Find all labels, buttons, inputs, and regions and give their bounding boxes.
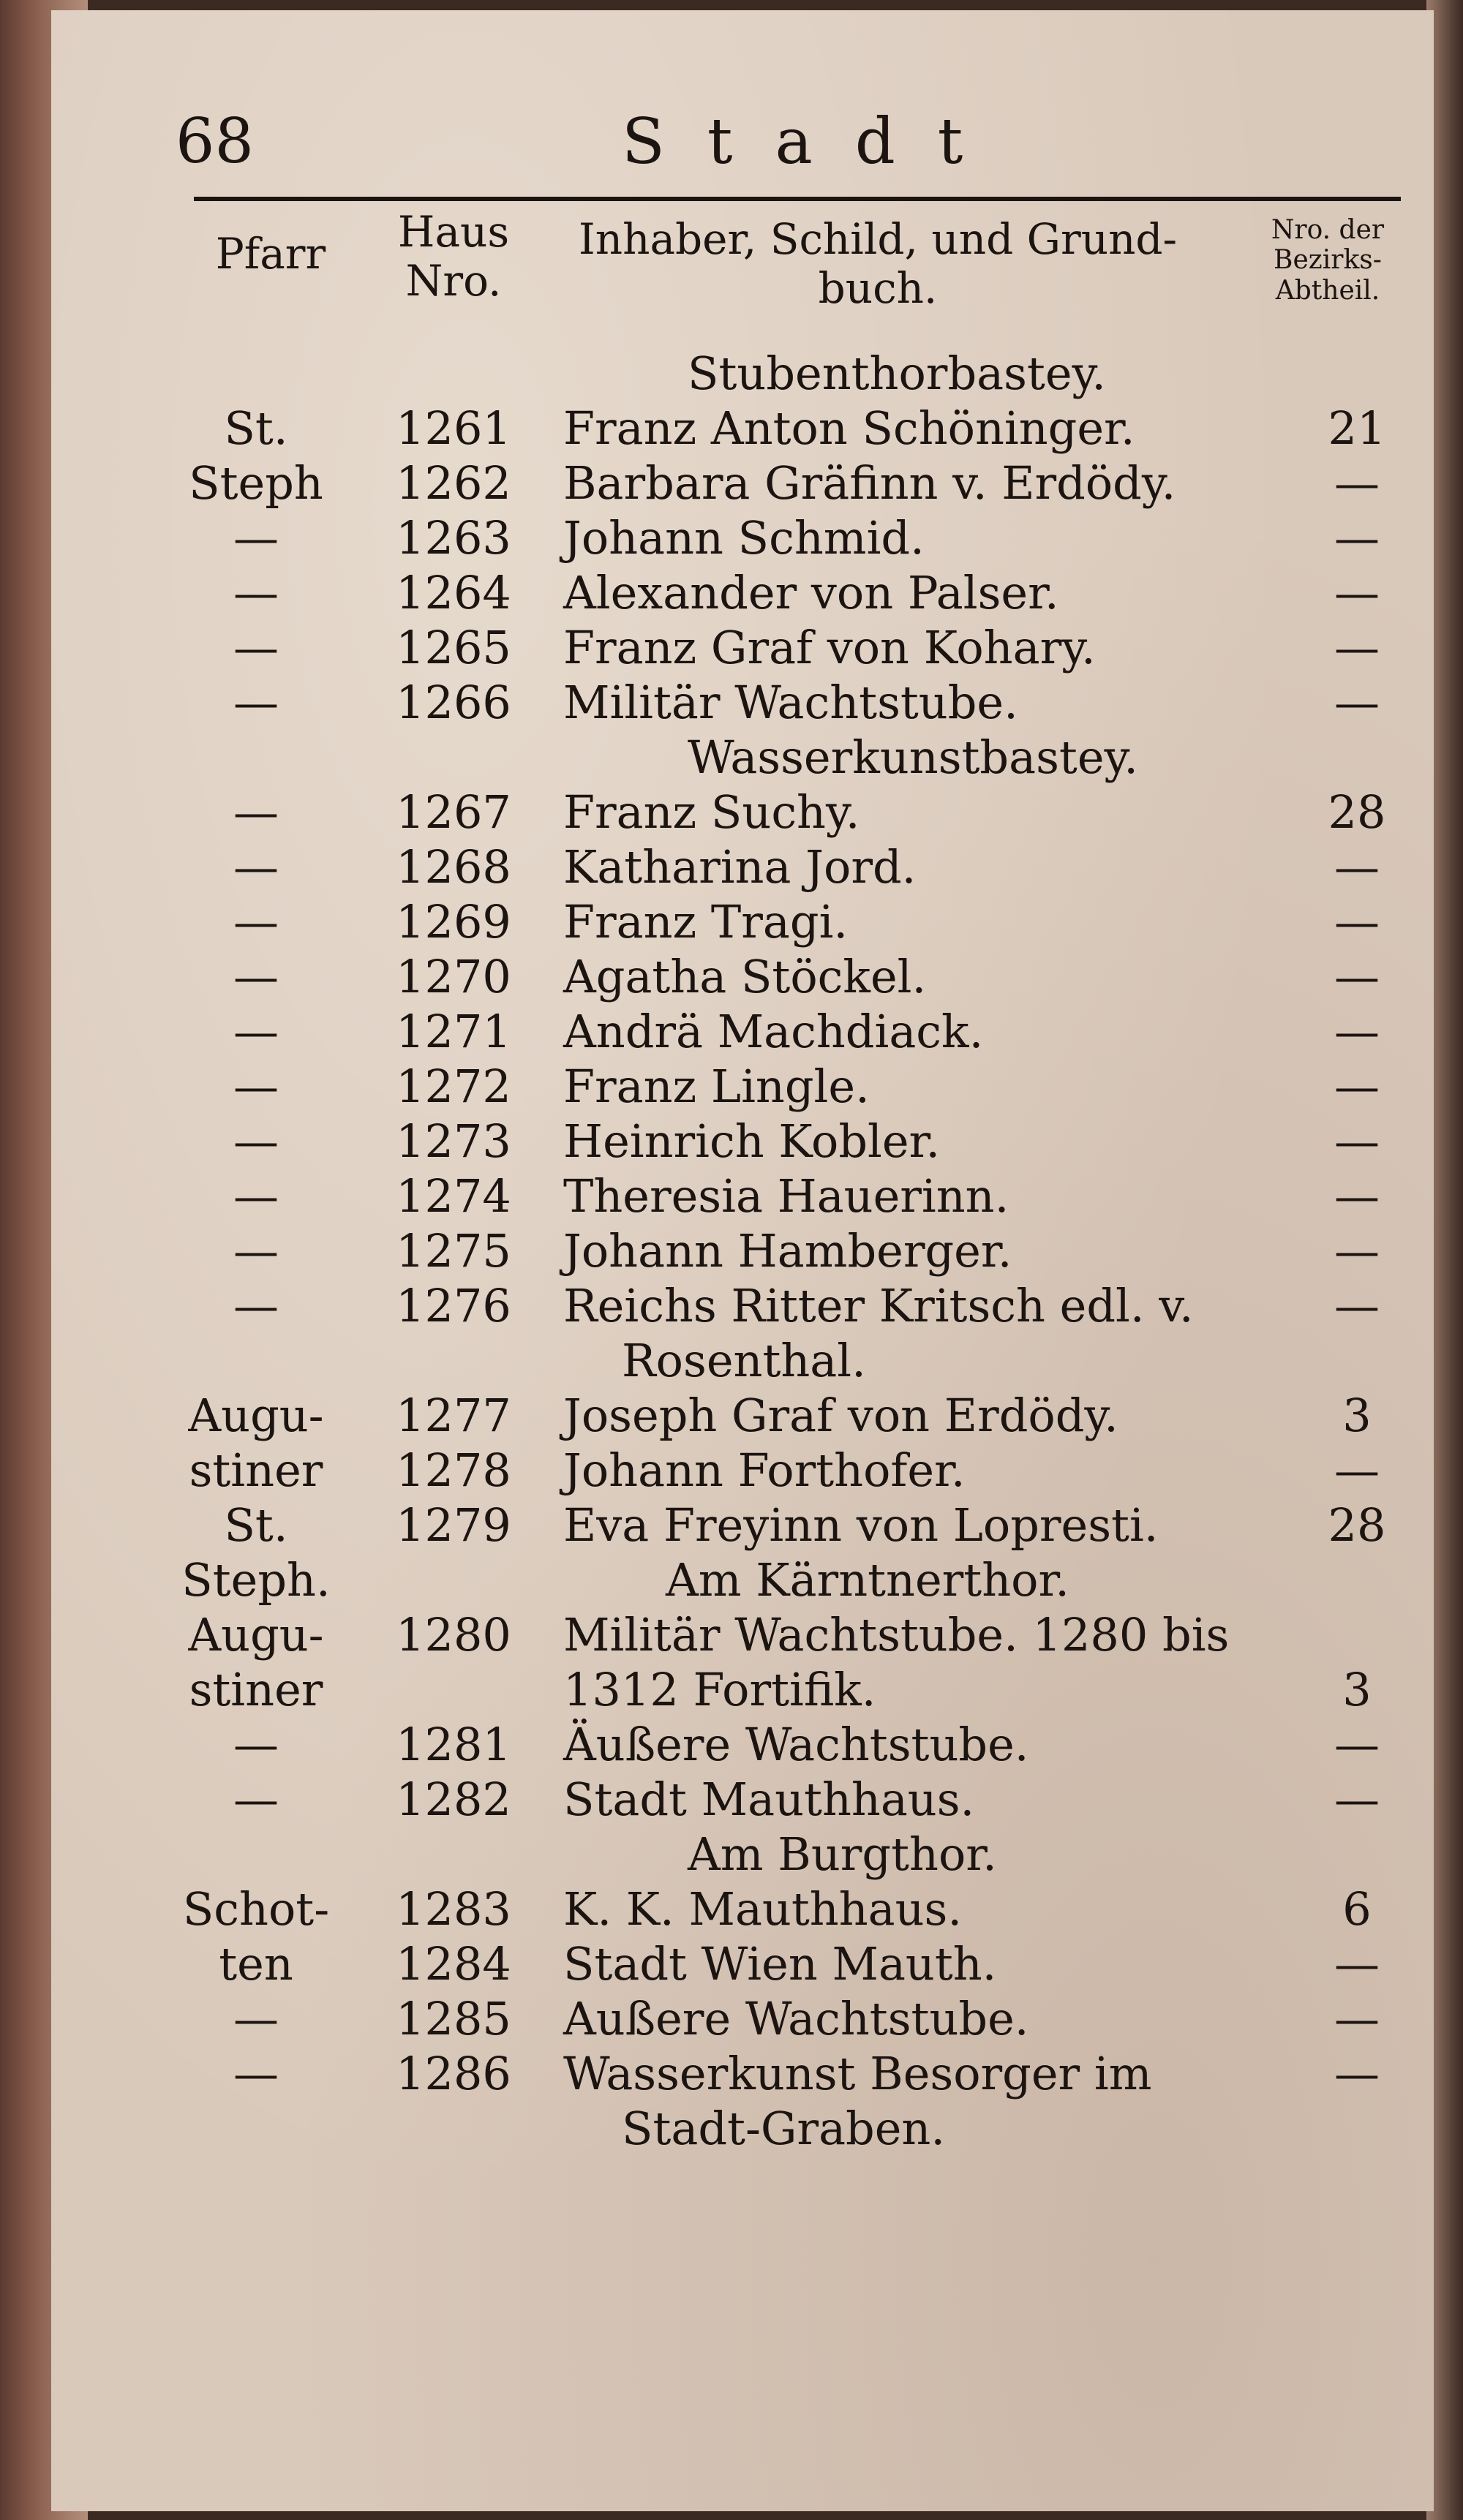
owner-cell: Andrä Machdiack.: [563, 1005, 984, 1058]
running-title: Stadt: [622, 105, 1006, 178]
district-cell: —: [1334, 1224, 1380, 1278]
district-cell: —: [1334, 1444, 1380, 1497]
district-cell: —: [1334, 566, 1380, 619]
district-cell: —: [1334, 1114, 1380, 1168]
owner-cell: Alexander von Palser.: [563, 566, 1059, 619]
owner-cell: Barbara Gräfinn v. Erdödy.: [563, 456, 1176, 510]
section-heading: Am Burgthor.: [688, 1827, 997, 1881]
owner-cell: Wasserkunst Besorger im: [563, 2047, 1152, 2100]
owner-cell: 1312 Fortifik.: [563, 1663, 876, 1716]
district-cell: —: [1334, 1279, 1380, 1332]
house-number-cell: 1262: [396, 456, 511, 510]
owner-cell: Joseph Graf von Erdödy.: [563, 1389, 1118, 1442]
section-heading: Stubenthorbastey.: [688, 347, 1107, 400]
parish-cell: —: [233, 785, 279, 839]
owner-cell: Franz Anton Schöninger.: [563, 401, 1135, 455]
page-number: 68: [176, 105, 254, 177]
district-cell: 3: [1342, 1389, 1372, 1442]
owner-cell: Franz Tragi.: [563, 895, 849, 948]
house-number-cell: 1269: [396, 895, 511, 948]
column-header-parish: Pfarr: [215, 229, 326, 279]
owner-cell: Eva Freyinn von Lopresti.: [563, 1498, 1159, 1552]
parish-cell: —: [233, 840, 279, 894]
parish-cell: —: [233, 950, 279, 1003]
parish-cell: —: [233, 895, 279, 948]
owner-cell: K. K. Mauthhaus.: [563, 1882, 963, 1936]
owner-cell: Agatha Stöckel.: [563, 950, 927, 1003]
owner-cell: Reichs Ritter Kritsch edl. v.: [563, 1279, 1194, 1332]
parish-cell: stiner: [189, 1444, 323, 1497]
parish-cell: Steph: [189, 456, 323, 510]
owner-cell: Stadt Mauthhaus.: [563, 1773, 975, 1826]
district-cell: —: [1334, 895, 1380, 948]
parish-cell: —: [233, 621, 279, 674]
owner-cell: Militär Wachtstube.: [563, 676, 1018, 729]
parish-cell: Augu-: [188, 1389, 324, 1442]
parish-cell: —: [233, 1060, 279, 1113]
house-number-cell: 1279: [396, 1498, 511, 1552]
house-number-cell: 1278: [396, 1444, 511, 1497]
parish-cell: St.: [224, 1498, 288, 1552]
house-number-cell: 1281: [396, 1718, 511, 1771]
district-cell: —: [1334, 1718, 1380, 1771]
house-number-cell: 1261: [396, 401, 511, 455]
house-number-cell: 1274: [396, 1169, 511, 1223]
house-number-cell: 1286: [396, 2047, 511, 2100]
owner-cell: Johann Schmid.: [563, 511, 925, 565]
house-number-cell: 1264: [396, 566, 511, 619]
district-cell: 21: [1328, 401, 1386, 455]
district-cell: —: [1334, 621, 1380, 674]
district-cell: 28: [1328, 785, 1386, 839]
owner-cell: Theresia Hauerinn.: [563, 1169, 1009, 1223]
column-header-district: Nro. der Bezirks- Abtheil.: [1271, 215, 1385, 306]
district-cell: —: [1334, 511, 1380, 565]
house-number-cell: 1265: [396, 621, 511, 674]
owner-cell: Heinrich Kobler.: [563, 1114, 941, 1168]
district-cell: —: [1334, 1773, 1380, 1826]
house-number-cell: 1273: [396, 1114, 511, 1168]
owner-cell: Außere Wachtstube.: [563, 1992, 1029, 2045]
house-number-cell: 1268: [396, 840, 511, 894]
owner-continuation: Rosenthal.: [622, 1334, 866, 1387]
house-number-cell: 1263: [396, 511, 511, 565]
parish-cell: St.: [224, 401, 288, 455]
column-header-house-number: Haus Nro.: [397, 207, 510, 306]
owner-cell: Militär Wachtstube. 1280 bis: [563, 1608, 1230, 1661]
district-cell: —: [1334, 1992, 1380, 2045]
owner-continuation: Stadt-Graben.: [622, 2102, 946, 2155]
parish-cell: —: [233, 1773, 279, 1826]
house-number-cell: 1275: [396, 1224, 511, 1278]
district-cell: —: [1334, 950, 1380, 1003]
parish-cell: —: [233, 1224, 279, 1278]
owner-cell: Franz Lingle.: [563, 1060, 870, 1113]
parish-cell: —: [233, 1279, 279, 1332]
house-number-cell: 1277: [396, 1389, 511, 1442]
house-number-cell: 1285: [396, 1992, 511, 2045]
parish-cell: —: [233, 566, 279, 619]
house-number-cell: 1276: [396, 1279, 511, 1332]
district-cell: —: [1334, 676, 1380, 729]
owner-cell: Johann Hamberger.: [563, 1224, 1012, 1278]
parish-cell: —: [233, 1718, 279, 1771]
owner-cell: Johann Forthofer.: [563, 1444, 966, 1497]
house-number-cell: 1267: [396, 785, 511, 839]
district-cell: —: [1334, 1169, 1380, 1223]
parish-cell: —: [233, 511, 279, 565]
owner-cell: Franz Suchy.: [563, 785, 860, 839]
house-number-cell: 1270: [396, 950, 511, 1003]
section-heading: Wasserkunstbastey.: [688, 731, 1139, 784]
owner-cell: Katharina Jord.: [563, 840, 917, 894]
running-head: [132, 91, 1375, 178]
district-cell: 6: [1342, 1882, 1372, 1936]
district-cell: —: [1334, 1937, 1380, 1991]
owner-cell: Äußere Wachtstube.: [563, 1718, 1029, 1771]
house-number-cell: 1284: [396, 1937, 511, 1991]
parish-cell: Augu-: [188, 1608, 324, 1661]
district-cell: —: [1334, 1005, 1380, 1058]
district-cell: —: [1334, 1060, 1380, 1113]
parish-cell: ten: [219, 1937, 293, 1991]
house-number-cell: 1266: [396, 676, 511, 729]
parish-cell: —: [233, 2047, 279, 2100]
column-header-owner: Inhaber, Schild, und Grund- buch.: [578, 214, 1178, 313]
house-number-cell: 1282: [396, 1773, 511, 1826]
parish-cell: —: [233, 1114, 279, 1168]
house-number-cell: 1271: [396, 1005, 511, 1058]
district-cell: 28: [1328, 1498, 1386, 1552]
district-cell: —: [1334, 840, 1380, 894]
owner-cell: Franz Graf von Kohary.: [563, 621, 1096, 674]
district-cell: —: [1334, 456, 1380, 510]
parish-cell: stiner: [189, 1663, 323, 1716]
parish-cell: —: [233, 1005, 279, 1058]
parish-cell: Schot-: [182, 1882, 330, 1936]
book-page: [51, 10, 1434, 2511]
house-number-cell: 1272: [396, 1060, 511, 1113]
parish-cell: —: [233, 1992, 279, 2045]
district-cell: —: [1334, 2047, 1380, 2100]
parish-cell: —: [233, 1169, 279, 1223]
header-rule: [194, 197, 1401, 201]
district-cell: 3: [1342, 1663, 1372, 1716]
parish-cell: —: [233, 676, 279, 729]
house-number-cell: 1283: [396, 1882, 511, 1936]
section-heading: Am Kärntnerthor.: [666, 1553, 1070, 1607]
parish-cell: Steph.: [181, 1553, 331, 1607]
house-number-cell: 1280: [396, 1608, 511, 1661]
owner-cell: Stadt Wien Mauth.: [563, 1937, 997, 1991]
